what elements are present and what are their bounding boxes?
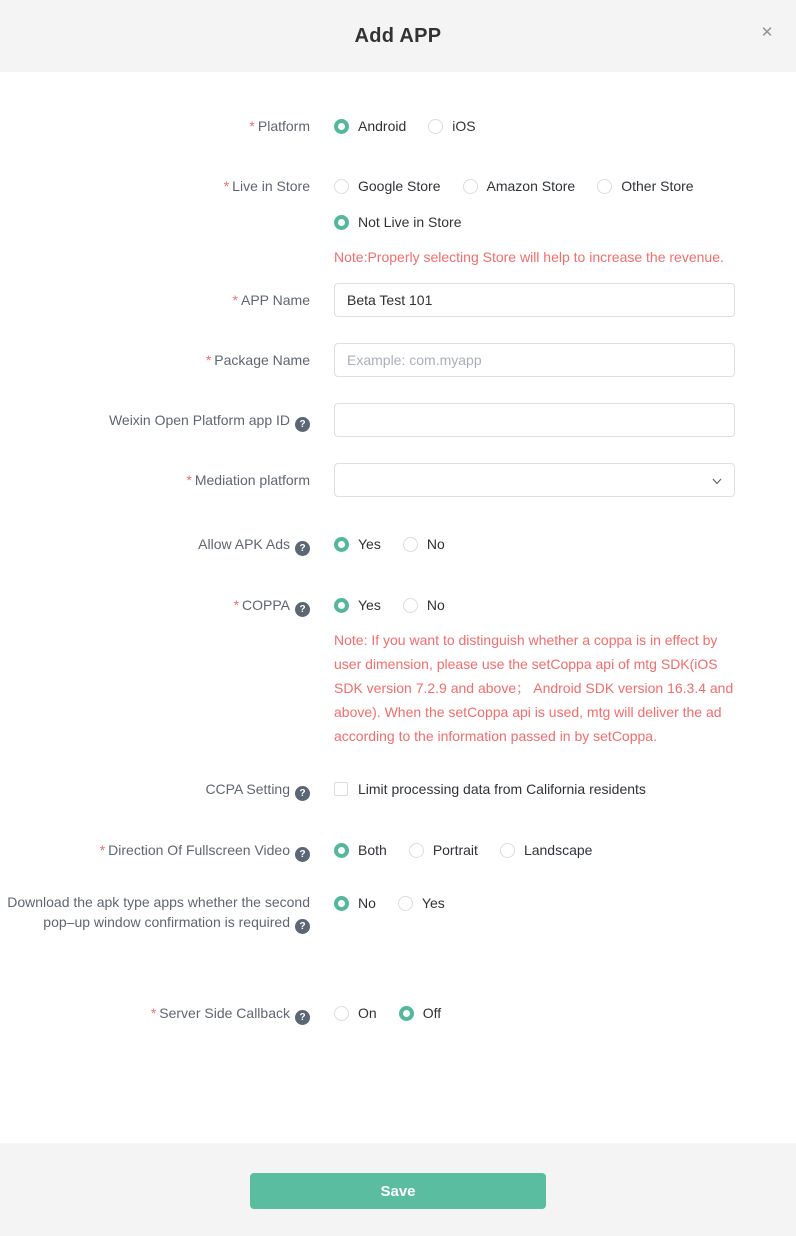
mediation-platform-label: * Mediation platform — [186, 472, 310, 488]
platform-radio-group — [334, 115, 735, 137]
weixin-app-id-label: Weixin Open Platform app ID ? — [0, 403, 310, 437]
radio-download-confirm-yes-dot — [398, 896, 413, 911]
radio-callback-off-dot — [399, 1006, 414, 1021]
form-row-direction — [0, 839, 796, 862]
required-mark: * — [249, 118, 255, 134]
radio-google-store[interactable]: Google Store — [334, 175, 441, 197]
direction-radio-group — [334, 839, 735, 861]
radio-google-store-dot — [334, 179, 349, 194]
package-name-label: * Package Name — [205, 352, 310, 368]
form-row-server-side-callback — [0, 1002, 796, 1025]
radio-callback-on-dot — [334, 1006, 349, 1021]
required-mark: * — [232, 292, 238, 308]
store-radio-group-line1 — [334, 175, 735, 197]
radio-apk-ads-yes-dot — [334, 537, 349, 552]
radio-coppa-no-dot — [403, 598, 418, 613]
help-icon[interactable]: ? — [295, 786, 310, 801]
radio-callback-on[interactable]: On — [334, 1002, 377, 1024]
radio-ios[interactable]: iOS — [428, 115, 475, 137]
apk-download-confirm-label: Download the apk type apps whether the second pop–up window confirmation is required ? — [7, 894, 310, 932]
required-mark: * — [205, 352, 212, 368]
server-side-callback-label: * Server Side Callback ? — [0, 1002, 310, 1025]
radio-callback-off[interactable]: Off — [399, 1002, 441, 1024]
mediation-platform-select[interactable] — [334, 463, 735, 497]
radio-direction-landscape-dot — [500, 843, 515, 858]
coppa-label: * COPPA ? — [0, 594, 310, 617]
ccpa-label: CCPA Setting ? — [0, 778, 310, 801]
save-button[interactable]: Save — [250, 1173, 546, 1209]
radio-direction-both-dot — [334, 843, 349, 858]
allow-apk-ads-label: Allow APK Ads ? — [0, 533, 310, 556]
radio-direction-landscape[interactable]: Landscape — [500, 839, 593, 861]
help-icon[interactable]: ? — [295, 919, 310, 934]
form-row-app-name — [0, 283, 796, 317]
live-in-store-label: * Live in Store — [223, 178, 310, 194]
apk-download-confirm-radio-group — [334, 892, 735, 914]
radio-apk-ads-no-dot — [403, 537, 418, 552]
radio-direction-both[interactable]: Both — [334, 839, 387, 861]
store-radio-group-line2 — [334, 211, 735, 233]
close-icon[interactable]: ✕ — [756, 22, 778, 44]
form-row-weixin-app-id — [0, 403, 796, 437]
ccpa-checkbox-box — [334, 782, 348, 796]
package-name-input[interactable] — [334, 343, 735, 377]
help-icon[interactable]: ? — [295, 1010, 310, 1025]
help-icon[interactable]: ? — [295, 602, 310, 617]
weixin-app-id-input[interactable] — [334, 403, 735, 437]
direction-label: * Direction Of Fullscreen Video ? — [0, 839, 310, 862]
radio-not-live-in-store[interactable]: Not Live in Store — [334, 211, 462, 233]
help-icon[interactable]: ? — [295, 847, 310, 862]
radio-download-confirm-yes[interactable]: Yes — [398, 892, 445, 914]
radio-other-store[interactable]: Other Store — [597, 175, 693, 197]
radio-apk-ads-no[interactable]: No — [403, 533, 445, 555]
radio-android[interactable]: Android — [334, 115, 406, 137]
form-row-coppa — [0, 594, 796, 748]
required-mark: * — [99, 842, 106, 858]
radio-coppa-no[interactable]: No — [403, 594, 445, 616]
ccpa-checkbox-label: Limit processing data from California residents — [358, 781, 646, 797]
radio-direction-portrait-dot — [409, 843, 424, 858]
allow-apk-ads-radio-group — [334, 533, 735, 555]
store-note: Note:Properly selecting Store will help to increase the revenue. — [334, 249, 724, 265]
help-icon[interactable]: ? — [295, 417, 310, 432]
ccpa-checkbox[interactable] — [334, 778, 735, 800]
coppa-note: Note: If you want to distinguish whether a coppa is in effect by user dimension, please use the setCoppa api of mtg SDK(iOS SDK version 7.2.9 and above； Android SDK version 16.3.4 and above). When the setCoppa api is used, mtg will deliver the ad according to the information passed in by setCoppa. — [334, 632, 734, 744]
radio-amazon-store[interactable]: Amazon Store — [463, 175, 576, 197]
radio-other-store-dot — [597, 179, 612, 194]
required-mark: * — [223, 178, 230, 194]
radio-download-confirm-no[interactable]: No — [334, 892, 376, 914]
help-icon[interactable]: ? — [295, 541, 310, 556]
required-mark: * — [233, 597, 240, 613]
radio-direction-portrait[interactable]: Portrait — [409, 839, 478, 861]
coppa-radio-group — [334, 594, 735, 616]
radio-download-confirm-no-dot — [334, 896, 349, 911]
dialog-body — [0, 72, 796, 1143]
app-name-label: * APP Name — [232, 292, 310, 308]
form-row-ccpa — [0, 778, 796, 801]
form-row-apk-download-confirm — [0, 892, 796, 934]
form-row-platform — [0, 115, 796, 137]
required-mark: * — [186, 472, 192, 488]
radio-coppa-yes-dot — [334, 598, 349, 613]
radio-android-dot — [334, 119, 349, 134]
radio-coppa-yes[interactable]: Yes — [334, 594, 381, 616]
app-name-input[interactable] — [334, 283, 735, 317]
form-row-live-in-store — [0, 175, 796, 269]
radio-amazon-store-dot — [463, 179, 478, 194]
dialog-footer — [0, 1143, 796, 1236]
dialog-title: Add APP — [354, 24, 442, 47]
radio-ios-dot — [428, 119, 443, 134]
platform-label: * Platform — [249, 118, 310, 134]
form-row-mediation-platform — [0, 463, 796, 497]
required-mark: * — [150, 1005, 157, 1021]
radio-not-live-in-store-dot — [334, 215, 349, 230]
radio-apk-ads-yes[interactable]: Yes — [334, 533, 381, 555]
form-row-package-name — [0, 343, 796, 377]
form-row-allow-apk-ads — [0, 533, 796, 556]
chevron-down-icon — [711, 475, 723, 487]
dialog-header — [0, 0, 796, 72]
server-side-callback-radio-group — [334, 1002, 735, 1024]
